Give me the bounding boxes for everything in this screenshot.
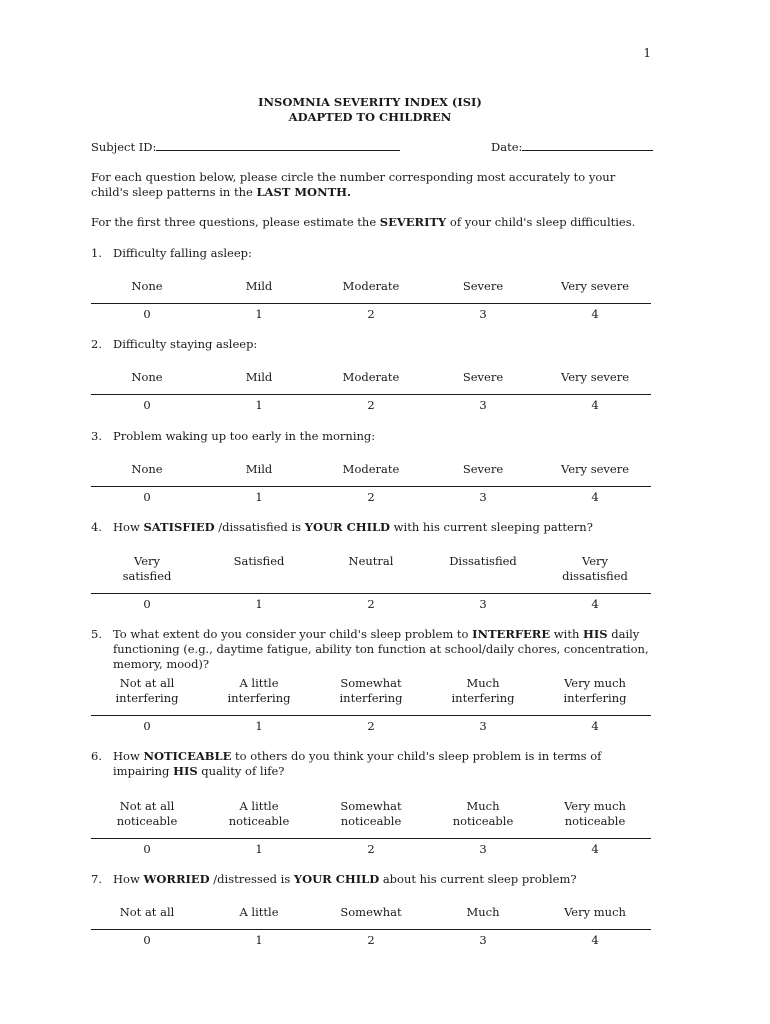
scale-option-label: None	[131, 462, 163, 476]
scale-option-label: Dissatisfied	[449, 554, 517, 568]
scale-labels	[91, 279, 651, 294]
scale-option-label: Very much noticeable	[564, 799, 626, 828]
scale-option-label: Very severe	[560, 370, 630, 384]
scale-option-label: Very severe	[560, 462, 630, 476]
scale-labels	[91, 676, 651, 706]
form-title-line1: INSOMNIA SEVERITY INDEX (ISI)	[258, 95, 482, 109]
scale-labels	[91, 554, 651, 584]
scale-option-label: Mild	[245, 462, 273, 476]
form-title-line2: ADAPTED TO CHILDREN	[288, 110, 452, 124]
question-number: 1.	[91, 246, 102, 260]
scale-value-0[interactable]: 0	[143, 933, 151, 947]
scale-values	[91, 490, 651, 505]
question-text: Problem waking up too early in the morning:	[113, 429, 376, 443]
question-text: How SATISFIED /dissatisfied is YOUR CHILD with his current sleeping pattern?	[113, 520, 593, 534]
scale-value-4[interactable]: 4	[591, 842, 599, 856]
scale-option-label: None	[131, 279, 163, 293]
scale-value-0[interactable]: 0	[143, 307, 151, 321]
question-number: 2.	[91, 337, 102, 351]
scale-option-label: Very much interfering	[563, 676, 627, 705]
scale-option-label: Very much	[564, 905, 626, 919]
scale-rule	[91, 929, 651, 930]
question-number: 4.	[91, 520, 102, 534]
scale-value-4[interactable]: 4	[591, 597, 599, 611]
scale-value-3[interactable]: 3	[479, 933, 487, 947]
date-field[interactable]	[491, 140, 653, 154]
question-3	[91, 429, 653, 444]
scale-labels	[91, 799, 651, 829]
rating-scale-q5	[91, 658, 651, 734]
scale-option-label: Severe	[462, 370, 504, 384]
date-label: Date:	[491, 140, 523, 154]
scale-value-2[interactable]: 2	[367, 842, 375, 856]
scale-option-label: Moderate	[342, 279, 400, 293]
scale-value-1[interactable]: 1	[255, 398, 263, 412]
scale-value-2[interactable]: 2	[367, 597, 375, 611]
scale-value-3[interactable]: 3	[479, 307, 487, 321]
scale-option-label: Very severe	[560, 279, 630, 293]
scale-option-label: Somewhat noticeable	[340, 799, 402, 828]
question-4	[91, 520, 653, 535]
scale-option-label: Severe	[462, 279, 504, 293]
scale-rule	[91, 715, 651, 716]
scale-option-label: Moderate	[342, 462, 400, 476]
scale-value-3[interactable]: 3	[479, 719, 487, 733]
subject-id-line[interactable]	[156, 140, 400, 151]
scale-labels	[91, 370, 651, 385]
scale-option-label: Very dissatisfied	[562, 554, 628, 583]
date-line[interactable]	[522, 140, 653, 151]
scale-values	[91, 933, 651, 948]
scale-value-1[interactable]: 1	[255, 933, 263, 947]
scale-rule	[91, 838, 651, 839]
scale-value-3[interactable]: 3	[479, 597, 487, 611]
question-1	[91, 246, 653, 261]
question-number: 5.	[91, 627, 102, 641]
scale-value-2[interactable]: 2	[367, 398, 375, 412]
scale-values	[91, 597, 651, 612]
rating-scale-q4	[91, 536, 651, 612]
rating-scale-q6	[91, 781, 651, 857]
scale-value-2[interactable]: 2	[367, 719, 375, 733]
rating-scale-q3	[91, 445, 651, 505]
scale-rule	[91, 303, 651, 304]
scale-value-3[interactable]: 3	[479, 490, 487, 504]
scale-labels	[91, 462, 651, 477]
scale-value-4[interactable]: 4	[591, 398, 599, 412]
scale-option-label: Much	[466, 905, 500, 919]
scale-value-1[interactable]: 1	[255, 719, 263, 733]
scale-option-label: Somewhat interfering	[339, 676, 403, 705]
scale-option-label: Mild	[245, 370, 273, 384]
scale-option-label: Satisfied	[233, 554, 285, 568]
instruction-paragraph-2: For the first three questions, please estimate the SEVERITY of your child's sleep difficulties.	[91, 215, 636, 229]
scale-value-4[interactable]: 4	[591, 490, 599, 504]
question-text: Difficulty falling asleep:	[113, 246, 252, 260]
question-text: To what extent do you consider your child's sleep problem to INTERFERE with HIS daily functioning (e.g., daytime fatigue, ability ton function at school/daily chores, concentration, memory, mood)?	[113, 627, 649, 671]
subject-id-label: Subject ID:	[91, 140, 157, 154]
scale-value-4[interactable]: 4	[591, 933, 599, 947]
scale-value-3[interactable]: 3	[479, 842, 487, 856]
scale-value-0[interactable]: 0	[143, 398, 151, 412]
form-title	[0, 95, 740, 125]
scale-value-2[interactable]: 2	[367, 933, 375, 947]
question-number: 7.	[91, 872, 102, 886]
scale-option-label: Mild	[245, 279, 273, 293]
page-number: 1	[643, 46, 651, 60]
scale-value-4[interactable]: 4	[591, 719, 599, 733]
scale-value-2[interactable]: 2	[367, 490, 375, 504]
scale-values	[91, 307, 651, 322]
scale-rule	[91, 394, 651, 395]
scale-option-label: Very satisfied	[122, 554, 172, 583]
question-text: How WORRIED /distressed is YOUR CHILD about his current sleep problem?	[113, 872, 577, 886]
question-2	[91, 337, 653, 352]
question-text: Difficulty staying asleep:	[113, 337, 258, 351]
scale-option-label: Severe	[462, 462, 504, 476]
scale-value-1[interactable]: 1	[255, 307, 263, 321]
subject-id-field[interactable]	[91, 140, 400, 154]
scale-value-3[interactable]: 3	[479, 398, 487, 412]
scale-value-0[interactable]: 0	[143, 719, 151, 733]
rating-scale-q1	[91, 262, 651, 322]
question-text: How NOTICEABLE to others do you think your child's sleep problem is in terms of impairing HIS quality of life?	[113, 749, 602, 778]
instruction-paragraph-1: For each question below, please circle the number corresponding most accurately to your child's sleep patterns in the LAST MONTH.	[91, 170, 616, 199]
question-number: 6.	[91, 749, 102, 763]
scale-labels	[91, 905, 651, 920]
scale-option-label: Not at all noticeable	[116, 799, 178, 828]
scale-values	[91, 842, 651, 857]
scale-option-label: Not at all interfering	[115, 676, 179, 705]
scale-rule	[91, 486, 651, 487]
scale-value-2[interactable]: 2	[367, 307, 375, 321]
rating-scale-q7	[91, 888, 651, 948]
scale-option-label: None	[131, 370, 163, 384]
scale-option-label: A little	[239, 905, 279, 919]
scale-option-label: Moderate	[342, 370, 400, 384]
scale-option-label: Much interfering	[451, 676, 515, 705]
question-6	[91, 749, 653, 779]
scale-option-label: A little interfering	[227, 676, 291, 705]
scale-values	[91, 398, 651, 413]
scale-option-label: Not at all	[119, 905, 175, 919]
rating-scale-q2	[91, 353, 651, 413]
scale-values	[91, 719, 651, 734]
scale-value-0[interactable]: 0	[143, 597, 151, 611]
scale-value-1[interactable]: 1	[255, 597, 263, 611]
question-7	[91, 872, 653, 887]
scale-option-label: Somewhat	[340, 905, 402, 919]
scale-option-label: Much noticeable	[452, 799, 514, 828]
scale-value-0[interactable]: 0	[143, 490, 151, 504]
question-number: 3.	[91, 429, 102, 443]
scale-option-label: Neutral	[348, 554, 394, 568]
scale-value-1[interactable]: 1	[255, 842, 263, 856]
scale-value-0[interactable]: 0	[143, 842, 151, 856]
scale-rule	[91, 593, 651, 594]
scale-value-4[interactable]: 4	[591, 307, 599, 321]
scale-value-1[interactable]: 1	[255, 490, 263, 504]
scale-option-label: A little noticeable	[228, 799, 290, 828]
